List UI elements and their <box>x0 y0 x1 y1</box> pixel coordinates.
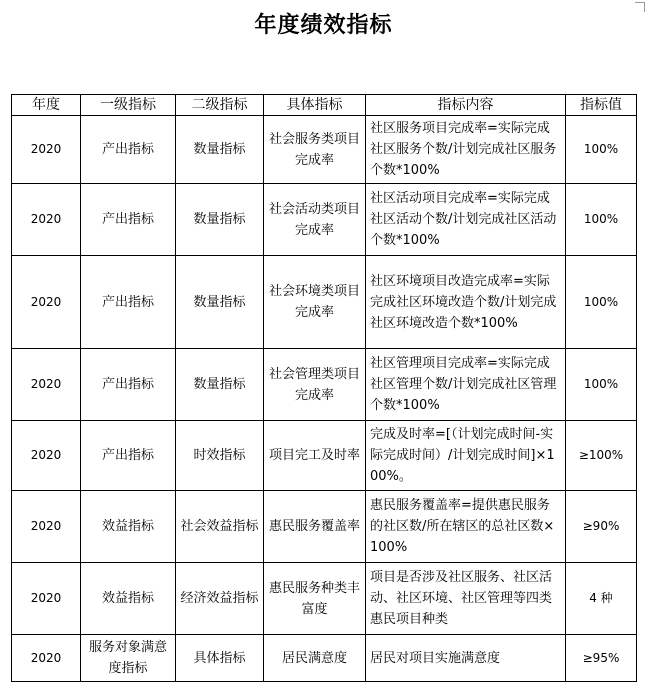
cell-year: 2020 <box>12 563 81 635</box>
cell-year: 2020 <box>12 184 81 256</box>
table-row <box>12 116 637 184</box>
cell-level1: 产出指标 <box>81 184 176 256</box>
cell-year: 2020 <box>12 349 81 421</box>
cell-year: 2020 <box>12 635 81 682</box>
cell-content: 社区管理项目完成率=实际完成社区管理个数/计划完成社区管理个数*100% <box>366 349 566 421</box>
cell-specific: 项目完工及时率 <box>264 421 366 491</box>
cell-content: 社区环境项目改造完成率=实际完成社区环境改造个数/计划完成社区环境改造个数*100% <box>366 256 566 349</box>
cell-content: 社区活动项目完成率=实际完成社区活动个数/计划完成社区活动个数*100% <box>366 184 566 256</box>
cell-level1: 效益指标 <box>81 491 176 563</box>
table-row <box>12 349 637 421</box>
table-row <box>12 635 637 682</box>
table-header-row <box>12 95 637 116</box>
cell-year: 2020 <box>12 491 81 563</box>
cell-year: 2020 <box>12 116 81 184</box>
cell-content: 完成及时率=[（计划完成时间-实际完成时间）/计划完成时间]×100%。 <box>366 421 566 491</box>
cell-specific: 社会活动类项目完成率 <box>264 184 366 256</box>
header-value: 指标值 <box>566 95 637 116</box>
cell-level2: 数量指标 <box>176 256 264 349</box>
cell-level2: 经济效益指标 <box>176 563 264 635</box>
cell-value: 100% <box>566 256 637 349</box>
cell-level1: 产出指标 <box>81 256 176 349</box>
cell-specific: 社会环境类项目完成率 <box>264 256 366 349</box>
cell-level2: 数量指标 <box>176 349 264 421</box>
cell-level1: 产出指标 <box>81 349 176 421</box>
page-title: 年度绩效指标 <box>254 13 393 38</box>
cell-content: 惠民服务覆盖率=提供惠民服务的社区数/所在辖区的总社区数×100% <box>366 491 566 563</box>
cell-level1: 服务对象满意度指标 <box>81 635 176 682</box>
cell-level2: 数量指标 <box>176 184 264 256</box>
header-specific: 具体指标 <box>264 95 366 116</box>
table-row <box>12 421 637 491</box>
header-year: 年度 <box>12 95 81 116</box>
table-row <box>12 256 637 349</box>
table-row <box>12 491 637 563</box>
table-row <box>12 184 637 256</box>
cell-level1: 效益指标 <box>81 563 176 635</box>
cell-level1: 产出指标 <box>81 421 176 491</box>
cell-value: 100% <box>566 349 637 421</box>
cell-level1: 产出指标 <box>81 116 176 184</box>
cell-level2: 数量指标 <box>176 116 264 184</box>
cell-content: 社区服务项目完成率=实际完成社区服务个数/计划完成社区服务个数*100% <box>366 116 566 184</box>
header-level1: 一级指标 <box>81 95 176 116</box>
cell-value: 100% <box>566 116 637 184</box>
cell-year: 2020 <box>12 421 81 491</box>
cell-level2: 时效指标 <box>176 421 264 491</box>
performance-table <box>11 94 637 682</box>
cell-specific: 惠民服务种类丰富度 <box>264 563 366 635</box>
cell-specific: 居民满意度 <box>264 635 366 682</box>
cell-specific: 惠民服务覆盖率 <box>264 491 366 563</box>
cell-specific: 社会管理类项目完成率 <box>264 349 366 421</box>
cell-value: 4 种 <box>566 563 637 635</box>
cell-value: 100% <box>566 184 637 256</box>
cell-content: 居民对项目实施满意度 <box>366 635 566 682</box>
cell-value: ≥90% <box>566 491 637 563</box>
header-level2: 二级指标 <box>176 95 264 116</box>
cell-level2: 具体指标 <box>176 635 264 682</box>
header-content: 指标内容 <box>366 95 566 116</box>
cell-value: ≥100% <box>566 421 637 491</box>
cell-level2: 社会效益指标 <box>176 491 264 563</box>
cell-year: 2020 <box>12 256 81 349</box>
table-row <box>12 563 637 635</box>
cell-specific: 社会服务类项目完成率 <box>264 116 366 184</box>
cell-content: 项目是否涉及社区服务、社区活动、社区环境、社区管理等四类惠民项目种类 <box>366 563 566 635</box>
cell-value: ≥95% <box>566 635 637 682</box>
